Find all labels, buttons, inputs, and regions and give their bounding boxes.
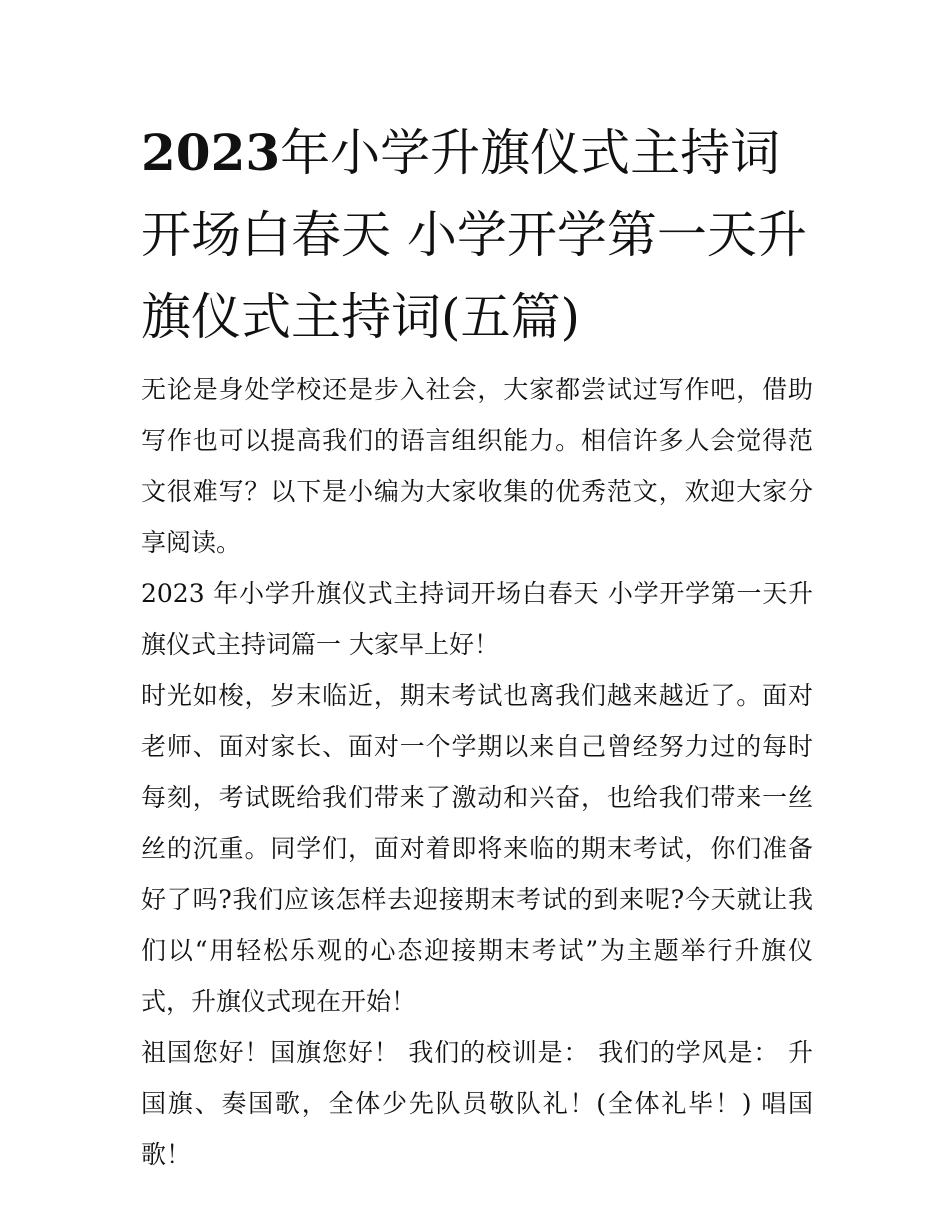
intro-paragraph: 无论是身处学校还是步入社会，大家都尝试过写作吧，借助写作也可以提高我们的语言组织能力。相信许多人会觉得范文很难写？以下是小编为大家收集的优秀范文，欢迎大家分享阅读。 <box>141 375 813 557</box>
document-page <box>141 112 813 1180</box>
document-title <box>141 112 813 358</box>
ceremony-paragraph: 祖国您好！国旗您好！ 我们的校训是： 我们的学风是： 升国旗、奏国歌，全体少先队员敬队礼！(全体礼毕！) 唱国歌！ <box>141 1038 813 1169</box>
body-paragraph: 时光如梭，岁末临近，期末考试也离我们越来越近了。面对老师、面对家长、面对一个学期以来自己曾经努力过的每时每刻，考试既给我们带来了激动和兴奋，也给我们带来一丝丝的沉重。同学们，面对着即将来临的期末考试，你们准备好了吗?我们应该怎样去迎接期末考试的到来呢?今天就让我们以“用轻松乐观的心态迎接期末考试”为主题举行升旗仪式，升旗仪式现在开始！ <box>141 681 813 1016</box>
document-body <box>141 364 813 1180</box>
section-heading-paragraph: 2023 年小学升旗仪式主持词开场白春天 小学开学第一天升旗仪式主持词篇一 大家早上好！ <box>141 579 813 659</box>
title-year: 2023 <box>141 123 281 182</box>
title-text: 年小学升旗仪式主持词开场白春天 小学开学第一天升旗仪式主持词(五篇) <box>141 124 807 346</box>
